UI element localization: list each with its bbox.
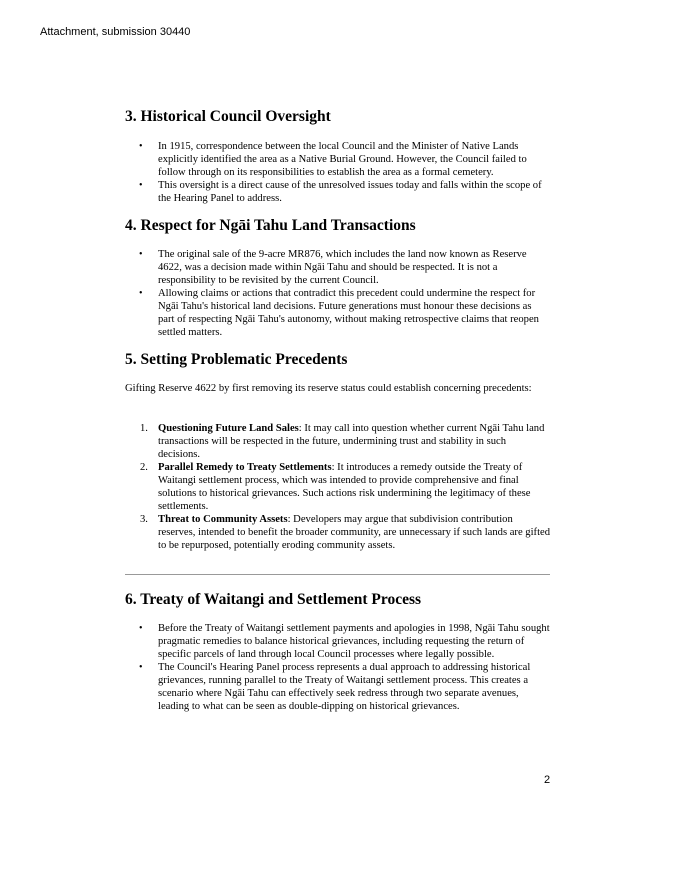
list-item [140, 422, 550, 461]
list-item: • The original sale of the 9-acre MR876, which includes the land now known as Reserve 4622, was a decision made within Ngāi Tahu and should be respected. It is not a responsibility to be revisited by the current Council. [158, 248, 550, 287]
section-5-heading: 5. Setting Problematic Precedents [125, 351, 348, 368]
section-6-heading: 6. Treaty of Waitangi and Settlement Process [125, 591, 422, 608]
section-6-list [125, 622, 550, 713]
list-item: • Before the Treaty of Waitangi settlement payments and apologies in 1998, Ngāi Tahu sought pragmatic remedies to balance historical grievances, including requesting the return of specific parcels of land through local Council processes where legally possible. [158, 622, 550, 661]
item-text: : Developers may argue that subdivision contribution reserves, intended to benefit the broader community, are unnecessary if such lands are gifted to be repurposed, potentially eroding community assets. [158, 514, 551, 551]
attachment-header: Attachment, submission 30440 [40, 26, 191, 38]
list-item [140, 461, 550, 513]
item-title: Threat to Community Assets [158, 514, 288, 525]
section-5-list [125, 422, 550, 552]
item-text: : It introduces a remedy outside the Treaty of Waitangi settlement process, which was intended to provide comprehensive and final solutions to historical grievances. Such actions risk undermining the legitimacy of these settlements. [158, 462, 531, 512]
list-item: • Allowing claims or actions that contradict this precedent could undermine the respect for Ngāi Tahu's historical land decisions. Future generations must honour these decisions as part of respecting Ngāi Tahu's autonomy, without making retrospective claims that reopen settled matters. [158, 287, 550, 339]
section-4-list [125, 248, 550, 339]
list-number: 1. [140, 423, 148, 434]
section-4-heading: 4. Respect for Ngāi Tahu Land Transactions [125, 217, 416, 234]
list-item: • This oversight is a direct cause of the unresolved issues today and falls within the scope of the Hearing Panel to address. [158, 179, 550, 205]
list-item: • In 1915, correspondence between the local Council and the Minister of Native Lands explicitly identified the area as a Native Burial Ground. However, the Council failed to follow through on its responsibilities to establish the area as a formal cemetery. [158, 140, 550, 179]
page-number: 2 [544, 774, 551, 786]
section-divider [125, 574, 550, 575]
intro-paragraph: Gifting Reserve 4622 by first removing its reserve status could establish concerning precedents: [125, 383, 532, 394]
item-text: : It may call into question whether current Ngāi Tahu land transactions will be respected in the future, undermining trust and stability in such decisions. [158, 423, 545, 460]
section-5-intro [125, 382, 550, 395]
list-item: • The Council's Hearing Panel process represents a dual approach to addressing historical grievances, running parallel to the Treaty of Waitangi settlement process. This creates a scenario where Ngāi Tahu can effectively seek redress through two separate avenues, leading to what can be seen as double-dipping on historical grievances. [158, 661, 550, 713]
section-3-heading: 3. Historical Council Oversight [125, 108, 331, 125]
item-title: Parallel Remedy to Treaty Settlements [158, 462, 332, 473]
list-number: 2. [140, 462, 148, 473]
item-title: Questioning Future Land Sales [158, 423, 299, 434]
section-3-list [125, 140, 550, 205]
list-item [140, 513, 551, 552]
list-number: 3. [140, 514, 148, 525]
